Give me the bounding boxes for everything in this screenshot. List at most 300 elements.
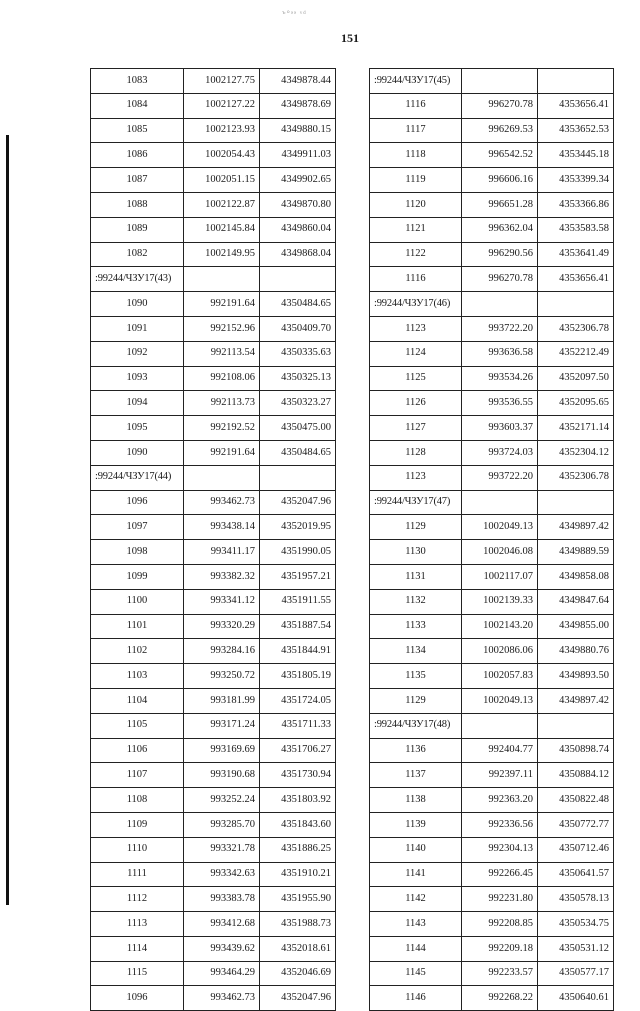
point-number: 1124 — [370, 341, 462, 366]
point-row — [91, 837, 336, 862]
y-coordinate: 4350323.27 — [260, 391, 336, 416]
point-row — [91, 143, 336, 168]
point-row — [370, 366, 614, 391]
point-number: 1123 — [370, 316, 462, 341]
x-coordinate: 1002127.22 — [184, 93, 260, 118]
x-coordinate: 993722.20 — [462, 465, 538, 490]
point-row — [370, 93, 614, 118]
y-coordinate: 4350409.70 — [260, 316, 336, 341]
y-coordinate: 4351730.94 — [260, 763, 336, 788]
point-number: 1132 — [370, 589, 462, 614]
point-row — [370, 440, 614, 465]
point-row — [370, 192, 614, 217]
point-row — [370, 664, 614, 689]
point-number: 1123 — [370, 465, 462, 490]
x-coordinate: 996270.78 — [462, 93, 538, 118]
parcel-header-row — [91, 267, 336, 292]
y-coordinate: 4351711.33 — [260, 713, 336, 738]
point-number: 1102 — [91, 639, 184, 664]
point-row — [91, 69, 336, 94]
y-coordinate: 4351910.21 — [260, 862, 336, 887]
point-row — [91, 391, 336, 416]
y-coordinate: 4350640.61 — [538, 986, 614, 1011]
x-coordinate: 993252.24 — [184, 788, 260, 813]
y-coordinate: 4350484.65 — [260, 440, 336, 465]
y-coordinate: 4352018.61 — [260, 936, 336, 961]
x-coordinate: 993724.03 — [462, 440, 538, 465]
point-row — [91, 986, 336, 1011]
parcel-header-row — [91, 465, 336, 490]
x-coordinate: 1002054.43 — [184, 143, 260, 168]
y-coordinate: 4352212.49 — [538, 341, 614, 366]
point-row — [370, 614, 614, 639]
y-coordinate: 4353656.41 — [538, 267, 614, 292]
y-coordinate: 4353652.53 — [538, 118, 614, 143]
x-coordinate: 992108.06 — [184, 366, 260, 391]
y-coordinate: 4350534.75 — [538, 912, 614, 937]
coordinates-table-right — [369, 68, 614, 1011]
point-row — [91, 416, 336, 441]
x-coordinate: 993181.99 — [184, 688, 260, 713]
point-number: 1114 — [91, 936, 184, 961]
y-coordinate: 4351911.55 — [260, 589, 336, 614]
y-coordinate: 4349893.50 — [538, 664, 614, 689]
x-coordinate: 993462.73 — [184, 490, 260, 515]
point-number: 1087 — [91, 168, 184, 193]
point-number: 1084 — [91, 93, 184, 118]
y-coordinate: 4349880.76 — [538, 639, 614, 664]
point-number: 1129 — [370, 688, 462, 713]
parcel-header-row — [370, 713, 614, 738]
x-coordinate: 993342.63 — [184, 862, 260, 887]
empty-cell — [184, 465, 260, 490]
y-coordinate: 4351957.21 — [260, 564, 336, 589]
x-coordinate: 992404.77 — [462, 738, 538, 763]
point-row — [91, 688, 336, 713]
point-row — [370, 540, 614, 565]
point-row — [91, 887, 336, 912]
point-number: 1089 — [91, 217, 184, 242]
point-row — [370, 316, 614, 341]
x-coordinate: 992231.80 — [462, 887, 538, 912]
point-number: 1116 — [370, 93, 462, 118]
parcel-label: :99244/ЧЗУ17(46) — [370, 292, 462, 317]
parcel-label: :99244/ЧЗУ17(43) — [91, 267, 184, 292]
y-coordinate: 4350641.57 — [538, 862, 614, 887]
point-row — [91, 763, 336, 788]
x-coordinate: 1002086.06 — [462, 639, 538, 664]
y-coordinate: 4353366.86 — [538, 192, 614, 217]
point-row — [370, 242, 614, 267]
x-coordinate: 993320.29 — [184, 614, 260, 639]
x-coordinate: 1002145.84 — [184, 217, 260, 242]
point-row — [91, 862, 336, 887]
point-number: 1093 — [91, 366, 184, 391]
x-coordinate: 993534.26 — [462, 366, 538, 391]
point-row — [91, 564, 336, 589]
point-number: 1094 — [91, 391, 184, 416]
x-coordinate: 1002123.93 — [184, 118, 260, 143]
point-row — [91, 93, 336, 118]
point-row — [370, 391, 614, 416]
y-coordinate: 4350335.63 — [260, 341, 336, 366]
x-coordinate: 992191.64 — [184, 440, 260, 465]
y-coordinate: 4349880.15 — [260, 118, 336, 143]
point-number: 1082 — [91, 242, 184, 267]
x-coordinate: 993341.12 — [184, 589, 260, 614]
y-coordinate: 4352019.95 — [260, 515, 336, 540]
x-coordinate: 993438.14 — [184, 515, 260, 540]
parcel-header-row — [370, 490, 614, 515]
y-coordinate: 4350884.12 — [538, 763, 614, 788]
point-number: 1120 — [370, 192, 462, 217]
point-number: 1105 — [91, 713, 184, 738]
y-coordinate: 4350578.13 — [538, 887, 614, 912]
y-coordinate: 4352171.14 — [538, 416, 614, 441]
point-row — [370, 465, 614, 490]
parcel-label: :99244/ЧЗУ17(48) — [370, 713, 462, 738]
point-number: 1117 — [370, 118, 462, 143]
x-coordinate: 992304.13 — [462, 837, 538, 862]
point-row — [91, 936, 336, 961]
point-row — [91, 490, 336, 515]
point-number: 1139 — [370, 812, 462, 837]
coordinates-table-right-body — [370, 69, 614, 1011]
x-coordinate: 993250.72 — [184, 664, 260, 689]
y-coordinate: 4349897.42 — [538, 515, 614, 540]
point-number: 1099 — [91, 564, 184, 589]
y-coordinate: 4349889.59 — [538, 540, 614, 565]
x-coordinate: 1002057.83 — [462, 664, 538, 689]
point-row — [91, 589, 336, 614]
x-coordinate: 993190.68 — [184, 763, 260, 788]
point-number: 1137 — [370, 763, 462, 788]
x-coordinate: 1002149.95 — [184, 242, 260, 267]
point-row — [370, 267, 614, 292]
y-coordinate: 4352095.65 — [538, 391, 614, 416]
point-row — [91, 168, 336, 193]
x-coordinate: 996269.53 — [462, 118, 538, 143]
y-coordinate: 4353583.58 — [538, 217, 614, 242]
y-coordinate: 4351843.60 — [260, 812, 336, 837]
y-coordinate: 4350822.48 — [538, 788, 614, 813]
point-row — [370, 887, 614, 912]
y-coordinate: 4351955.90 — [260, 887, 336, 912]
x-coordinate: 996362.04 — [462, 217, 538, 242]
point-number: 1127 — [370, 416, 462, 441]
x-coordinate: 996542.52 — [462, 143, 538, 168]
point-number: 1096 — [91, 490, 184, 515]
y-coordinate: 4349868.04 — [260, 242, 336, 267]
x-coordinate: 1002122.87 — [184, 192, 260, 217]
x-coordinate: 992266.45 — [462, 862, 538, 887]
point-number: 1116 — [370, 267, 462, 292]
x-coordinate: 996606.16 — [462, 168, 538, 193]
point-number: 1090 — [91, 292, 184, 317]
point-row — [91, 614, 336, 639]
point-row — [370, 416, 614, 441]
y-coordinate: 4352306.78 — [538, 316, 614, 341]
point-number: 1138 — [370, 788, 462, 813]
x-coordinate: 993464.29 — [184, 961, 260, 986]
y-coordinate: 4350531.12 — [538, 936, 614, 961]
point-row — [91, 812, 336, 837]
x-coordinate: 1002117.07 — [462, 564, 538, 589]
point-number: 1131 — [370, 564, 462, 589]
point-number: 1128 — [370, 440, 462, 465]
y-coordinate: 4353445.18 — [538, 143, 614, 168]
y-coordinate: 4350577.17 — [538, 961, 614, 986]
point-number: 1103 — [91, 664, 184, 689]
coordinates-table-left-body — [91, 69, 336, 1011]
y-coordinate: 4349858.08 — [538, 564, 614, 589]
y-coordinate: 4349878.44 — [260, 69, 336, 94]
empty-cell — [184, 267, 260, 292]
x-coordinate: 992397.11 — [462, 763, 538, 788]
point-number: 1119 — [370, 168, 462, 193]
x-coordinate: 992113.54 — [184, 341, 260, 366]
point-row — [370, 862, 614, 887]
empty-cell — [538, 490, 614, 515]
y-coordinate: 4349855.00 — [538, 614, 614, 639]
point-row — [91, 540, 336, 565]
point-number: 1092 — [91, 341, 184, 366]
parcel-label: :99244/ЧЗУ17(47) — [370, 490, 462, 515]
point-number: 1133 — [370, 614, 462, 639]
y-coordinate: 4349902.65 — [260, 168, 336, 193]
x-coordinate: 993412.68 — [184, 912, 260, 937]
y-coordinate: 4349911.03 — [260, 143, 336, 168]
point-row — [370, 812, 614, 837]
parcel-label: :99244/ЧЗУ17(44) — [91, 465, 184, 490]
point-number: 1088 — [91, 192, 184, 217]
y-coordinate: 4351887.54 — [260, 614, 336, 639]
y-coordinate: 4350772.77 — [538, 812, 614, 837]
point-number: 1134 — [370, 639, 462, 664]
point-number: 1096 — [91, 986, 184, 1011]
x-coordinate: 1002127.75 — [184, 69, 260, 94]
point-number: 1130 — [370, 540, 462, 565]
x-coordinate: 993636.58 — [462, 341, 538, 366]
y-coordinate: 4349860.04 — [260, 217, 336, 242]
x-coordinate: 993285.70 — [184, 812, 260, 837]
point-row — [370, 217, 614, 242]
point-row — [91, 664, 336, 689]
point-number: 1121 — [370, 217, 462, 242]
point-number: 1098 — [91, 540, 184, 565]
point-row — [91, 713, 336, 738]
point-number: 1108 — [91, 788, 184, 813]
x-coordinate: 1002049.13 — [462, 515, 538, 540]
point-number: 1140 — [370, 837, 462, 862]
point-number: 1104 — [91, 688, 184, 713]
point-row — [91, 515, 336, 540]
point-number: 1101 — [91, 614, 184, 639]
point-row — [370, 168, 614, 193]
point-number: 1097 — [91, 515, 184, 540]
x-coordinate: 992191.64 — [184, 292, 260, 317]
point-number: 1118 — [370, 143, 462, 168]
x-coordinate: 1002049.13 — [462, 688, 538, 713]
y-coordinate: 4351803.92 — [260, 788, 336, 813]
page-number: 151 — [341, 31, 359, 45]
empty-cell — [538, 713, 614, 738]
point-number: 1141 — [370, 862, 462, 887]
x-coordinate: 992336.56 — [462, 812, 538, 837]
x-coordinate: 993462.73 — [184, 986, 260, 1011]
x-coordinate: 993383.78 — [184, 887, 260, 912]
point-number: 1095 — [91, 416, 184, 441]
point-row — [370, 118, 614, 143]
scan-artifact-mark: ꚜ°ᵊᵊ ᵛᵈ — [282, 9, 307, 18]
point-row — [370, 837, 614, 862]
point-number: 1091 — [91, 316, 184, 341]
point-row — [370, 738, 614, 763]
point-number: 1122 — [370, 242, 462, 267]
point-number: 1126 — [370, 391, 462, 416]
x-coordinate: 1002139.33 — [462, 589, 538, 614]
x-coordinate: 992233.57 — [462, 961, 538, 986]
y-coordinate: 4352306.78 — [538, 465, 614, 490]
x-coordinate: 992113.73 — [184, 391, 260, 416]
y-coordinate: 4351724.05 — [260, 688, 336, 713]
point-number: 1086 — [91, 143, 184, 168]
x-coordinate: 992268.22 — [462, 986, 538, 1011]
parcel-label: :99244/ЧЗУ17(45) — [370, 69, 462, 94]
point-number: 1106 — [91, 738, 184, 763]
point-number: 1085 — [91, 118, 184, 143]
point-number: 1145 — [370, 961, 462, 986]
parcel-header-row — [370, 69, 614, 94]
point-row — [91, 242, 336, 267]
point-row — [370, 763, 614, 788]
point-row — [91, 788, 336, 813]
point-row — [91, 961, 336, 986]
y-coordinate: 4353399.34 — [538, 168, 614, 193]
x-coordinate: 993439.62 — [184, 936, 260, 961]
x-coordinate: 992363.20 — [462, 788, 538, 813]
y-coordinate: 4353641.49 — [538, 242, 614, 267]
empty-cell — [462, 713, 538, 738]
y-coordinate: 4352047.96 — [260, 490, 336, 515]
parcel-header-row — [370, 292, 614, 317]
point-number: 1107 — [91, 763, 184, 788]
point-number: 1143 — [370, 912, 462, 937]
point-number: 1136 — [370, 738, 462, 763]
point-row — [91, 217, 336, 242]
y-coordinate: 4349897.42 — [538, 688, 614, 713]
point-number: 1146 — [370, 986, 462, 1011]
point-row — [91, 341, 336, 366]
point-row — [91, 118, 336, 143]
y-coordinate: 4350898.74 — [538, 738, 614, 763]
y-coordinate: 4352047.96 — [260, 986, 336, 1011]
y-coordinate: 4351988.73 — [260, 912, 336, 937]
x-coordinate: 992209.18 — [462, 936, 538, 961]
x-coordinate: 1002046.08 — [462, 540, 538, 565]
x-coordinate: 996651.28 — [462, 192, 538, 217]
point-number: 1111 — [91, 862, 184, 887]
point-number: 1113 — [91, 912, 184, 937]
point-row — [91, 366, 336, 391]
point-number: 1109 — [91, 812, 184, 837]
y-coordinate: 4351706.27 — [260, 738, 336, 763]
x-coordinate: 993321.78 — [184, 837, 260, 862]
y-coordinate: 4352304.12 — [538, 440, 614, 465]
y-coordinate: 4351805.19 — [260, 664, 336, 689]
empty-cell — [260, 465, 336, 490]
y-coordinate: 4351844.91 — [260, 639, 336, 664]
empty-cell — [462, 69, 538, 94]
point-row — [370, 912, 614, 937]
point-number: 1112 — [91, 887, 184, 912]
x-coordinate: 993603.37 — [462, 416, 538, 441]
point-row — [370, 986, 614, 1011]
point-row — [370, 788, 614, 813]
x-coordinate: 996290.56 — [462, 242, 538, 267]
x-coordinate: 993382.32 — [184, 564, 260, 589]
point-row — [91, 738, 336, 763]
point-number: 1090 — [91, 440, 184, 465]
y-coordinate: 4351990.05 — [260, 540, 336, 565]
point-number: 1115 — [91, 961, 184, 986]
y-coordinate: 4351886.25 — [260, 837, 336, 862]
point-row — [91, 912, 336, 937]
y-coordinate: 4352046.69 — [260, 961, 336, 986]
x-coordinate: 993284.16 — [184, 639, 260, 664]
y-coordinate: 4350475.00 — [260, 416, 336, 441]
coordinates-table-left — [90, 68, 336, 1011]
empty-cell — [538, 69, 614, 94]
point-row — [370, 936, 614, 961]
point-row — [370, 961, 614, 986]
point-number: 1083 — [91, 69, 184, 94]
point-row — [370, 143, 614, 168]
y-coordinate: 4350712.46 — [538, 837, 614, 862]
empty-cell — [462, 292, 538, 317]
y-coordinate: 4349847.64 — [538, 589, 614, 614]
y-coordinate: 4352097.50 — [538, 366, 614, 391]
point-row — [370, 341, 614, 366]
point-number: 1100 — [91, 589, 184, 614]
x-coordinate: 1002143.20 — [462, 614, 538, 639]
point-number: 1129 — [370, 515, 462, 540]
point-row — [370, 688, 614, 713]
x-coordinate: 992152.96 — [184, 316, 260, 341]
x-coordinate: 993411.17 — [184, 540, 260, 565]
y-coordinate: 4350325.13 — [260, 366, 336, 391]
y-coordinate: 4353656.41 — [538, 93, 614, 118]
point-number: 1110 — [91, 837, 184, 862]
point-row — [91, 192, 336, 217]
x-coordinate: 996270.78 — [462, 267, 538, 292]
x-coordinate: 1002051.15 — [184, 168, 260, 193]
x-coordinate: 992192.52 — [184, 416, 260, 441]
point-row — [370, 639, 614, 664]
x-coordinate: 993169.69 — [184, 738, 260, 763]
point-number: 1142 — [370, 887, 462, 912]
x-coordinate: 993536.55 — [462, 391, 538, 416]
empty-cell — [462, 490, 538, 515]
y-coordinate: 4349870.80 — [260, 192, 336, 217]
y-coordinate: 4350484.65 — [260, 292, 336, 317]
point-row — [91, 316, 336, 341]
point-number: 1135 — [370, 664, 462, 689]
x-coordinate: 993171.24 — [184, 713, 260, 738]
point-row — [91, 292, 336, 317]
empty-cell — [260, 267, 336, 292]
point-row — [91, 639, 336, 664]
